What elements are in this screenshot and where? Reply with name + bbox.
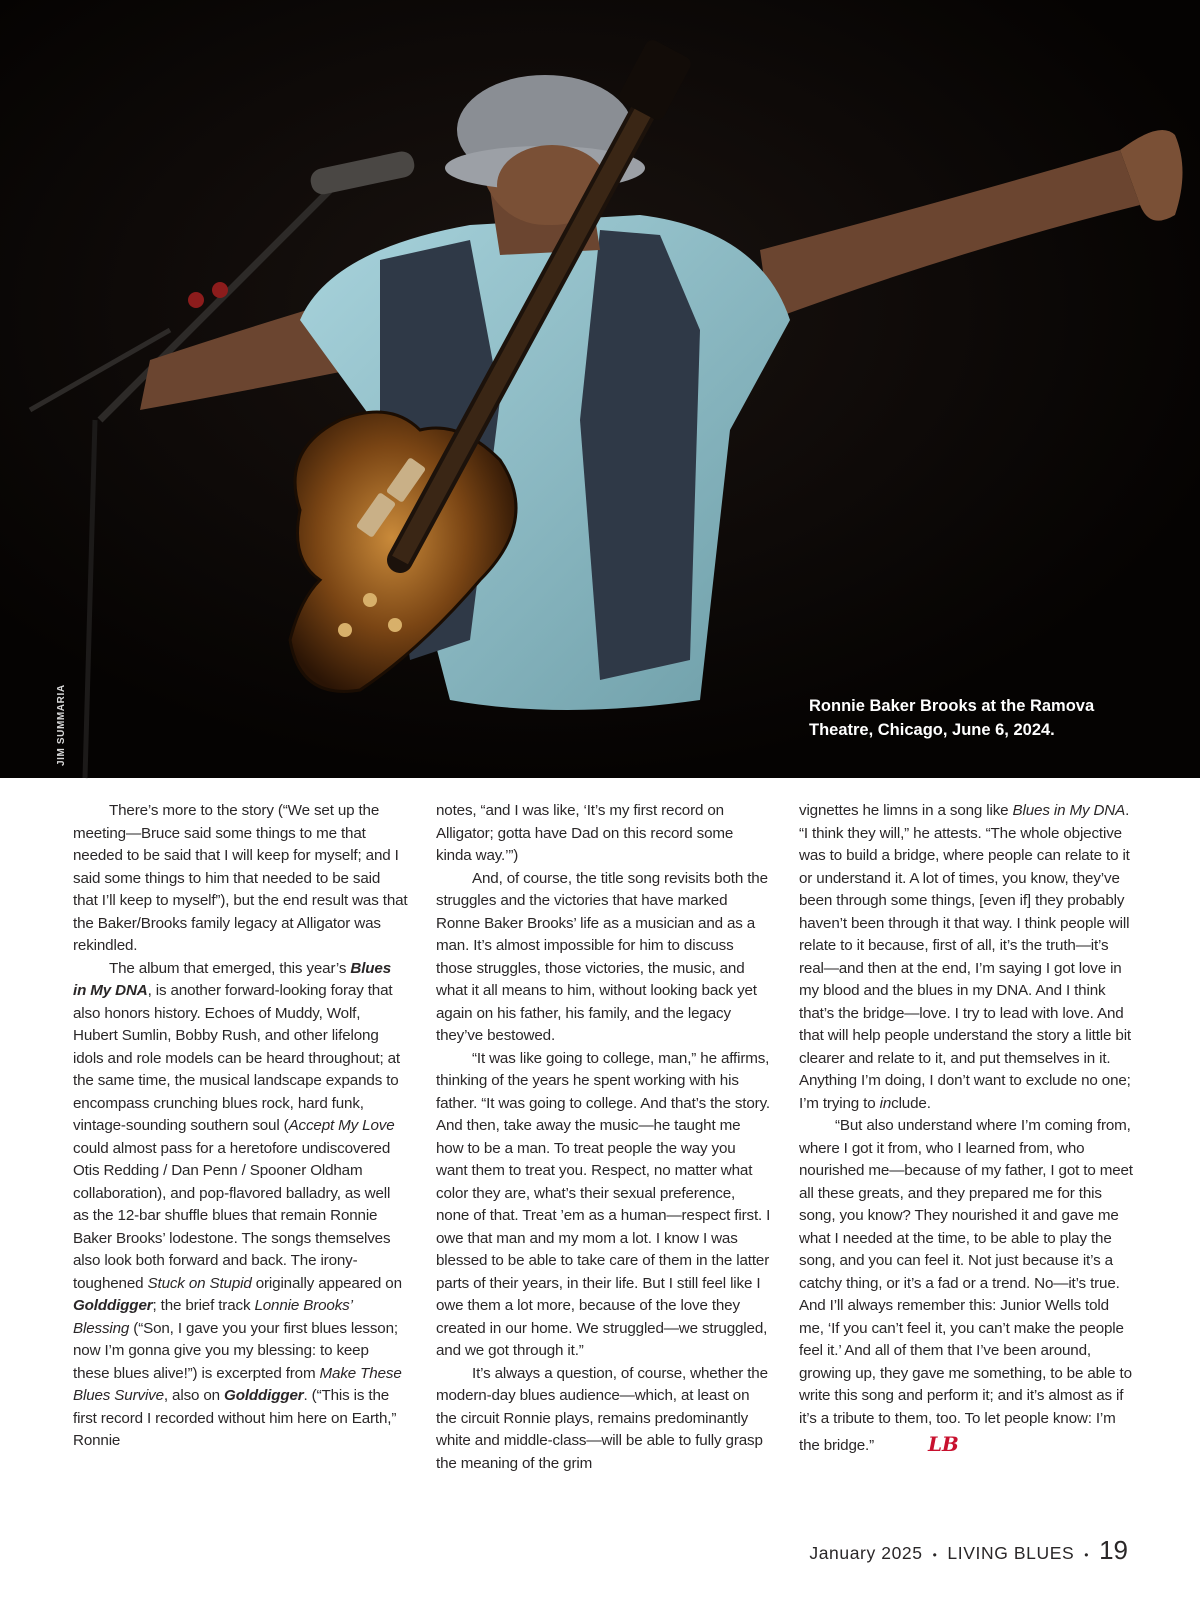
paragraph [799, 1115, 1134, 1464]
album-title: Blues in My DNA [73, 959, 392, 999]
performer-illustration [0, 0, 1200, 778]
text-run: The album that emerged, this year’s [109, 959, 347, 977]
magazine-name: LIVING BLUES [947, 1543, 1075, 1563]
album-title: Golddigger [224, 1387, 304, 1404]
page-number: 19 [1099, 1535, 1128, 1565]
issue-date: January 2025 [809, 1543, 923, 1563]
text-run: . (“This is the first record I recorded without him here on Earth,” Ronnie [73, 1387, 397, 1449]
cover-photo [0, 0, 1200, 778]
paragraph: And, of course, the title song revisits both the struggles and the victories that have marked Ronne Baker Brooks’ life as a musician and as a man. It’s almost impossible for him to discuss those struggles, those victories, the music, and what it all means to him, without looking back yet again on his father, his family, and the legacy they’ve bestowed. [436, 869, 768, 1044]
paragraph: There’s more to the story (“We set up the meeting—Bruce said some things to me that needed to be said that I will keep for myself; and I said some things to him that needed to be said that I’ll keep to myself”), but the end result was that the Baker/Brooks family legacy at Alligator was rekindled. [73, 802, 408, 954]
song-title: Stuck on Stupid [147, 1274, 252, 1292]
photo-caption: Ronnie Baker Brooks at the Ramova Theatre, Chicago, June 6, 2024. [809, 697, 1095, 739]
paragraph [73, 958, 408, 1453]
song-title: Blues in My DNA [1012, 802, 1126, 819]
paragraph [799, 800, 1134, 1115]
page-footer [809, 1535, 1128, 1566]
text-run: clude. [891, 1094, 931, 1112]
album-title: Make These Blues Survive [73, 1364, 402, 1404]
text-run: . “I think they will,” he attests. “The whole objective was to build a bridge, where people can relate to it or understand it. A lot of times, you know, they’ve been through some things, [even if] they probably haven’t been through it that way. I think people will relate to it because, first of all, it’s the truth—it’s real—and then at the end, I’m saying I got love in my blood and the blues in my DNA. And I think that’s the bridge—love. I try to lead with love. And that will help people understand the story a little bit clearer and relate to it, and put themselves in it. Anything I’m doing, I don’t want to exclude no one; I’m trying to [799, 802, 1131, 1112]
text-run: ; the brief track [152, 1297, 255, 1314]
paragraph: notes, “and I was like, ‘It’s my first record on Alligator; gotta have Dad on this record some kinda way.’”) [436, 802, 734, 864]
article-column-1 [73, 800, 408, 1453]
text-run: vignettes he limns in a song like [799, 802, 1013, 819]
song-title: Lonnie Brooks’ Blessing [73, 1297, 352, 1337]
album-title: Golddigger [73, 1297, 153, 1314]
paragraph: It’s always a question, of course, whether the modern-day blues audience—which, at least on the circuit Ronnie plays, remains predominantly white and middle-class—will be able to fully grasp the meaning of the grim [436, 1364, 768, 1472]
text-run: originally appeared on [251, 1274, 402, 1292]
song-title: Accept My Love [288, 1117, 395, 1134]
text-run: could almost pass for a heretofore undiscovered Otis Redding / Dan Penn / Spooner Oldham collaboration), and pop-flavored balladry, as well as the 12-bar shuffle blues that remain Ronnie Baker Brooks’ lodestone. The songs themselves also look both forward and back. The irony-toughened [73, 1139, 391, 1292]
separator: • [932, 1548, 938, 1562]
article-column-2 [436, 800, 771, 1475]
text-run: “But also understand where I’m coming from, where I got it from, who I learned from, who nourished me—because of my father, I got to meet all these greats, and they prepared me for this song, you know? They nourished it and gave me what I needed at the time, to be able to play the song, and you can feel it. Not just because it’s a catchy thing, or it’s a fad or a trend. No—it’s true. And I’ll always remember this: Junior Wells told me, ‘If you can’t feel it, you can’t make the people feel it.’ And all of them that I’ve been around, growing up, they gave me something, to be able to write this song and perform it; and it’s almost as if it’s a tribute to them, too. To let people know: I’m the bridge.” [799, 1117, 1133, 1454]
svg-text:LB: LB [928, 1432, 959, 1456]
text-run: (“Son, I gave you your first blues lesson; now I’m gonna give you my blessing: to keep these blues alive!”) is excerpted from [73, 1319, 398, 1382]
photo-credit: JIM SUMMARIA [56, 684, 67, 766]
text-run: , also on [163, 1387, 225, 1404]
text-run: , is another forward-looking foray that also honors history. Echoes of Muddy, Wolf, Hubert Sumlin, Bobby Rush, and other lifelong idols and role models can be heard throughout; at the same time, the musical landscape expands to encompass crunching blues rock, hard funk, vintage-sounding southern soul ( [73, 982, 400, 1134]
emphasis: in [879, 1094, 892, 1112]
article-column-3 [799, 800, 1134, 1464]
paragraph: “It was like going to college, man,” he affirms, thinking of the years he spent working with his father. “It was going to college. And that’s the story. And then, take away the music—he taught me how to be a man. To treat people the way you want them to treat you. Respect, no matter what color they are, what’s their sexual preference, none of that. Treat ’em as a human—respect first. I owe that man and my mom a lot. I know I was blessed to be able to take care of them in the latter parts of their years, in their life. But I still feel like I owe them a lot more, because of the love they created in our home. We struggled—we struggled, and we got through it.” [436, 1049, 771, 1359]
separator: • [1084, 1548, 1090, 1562]
end-mark-logo [890, 1430, 959, 1464]
